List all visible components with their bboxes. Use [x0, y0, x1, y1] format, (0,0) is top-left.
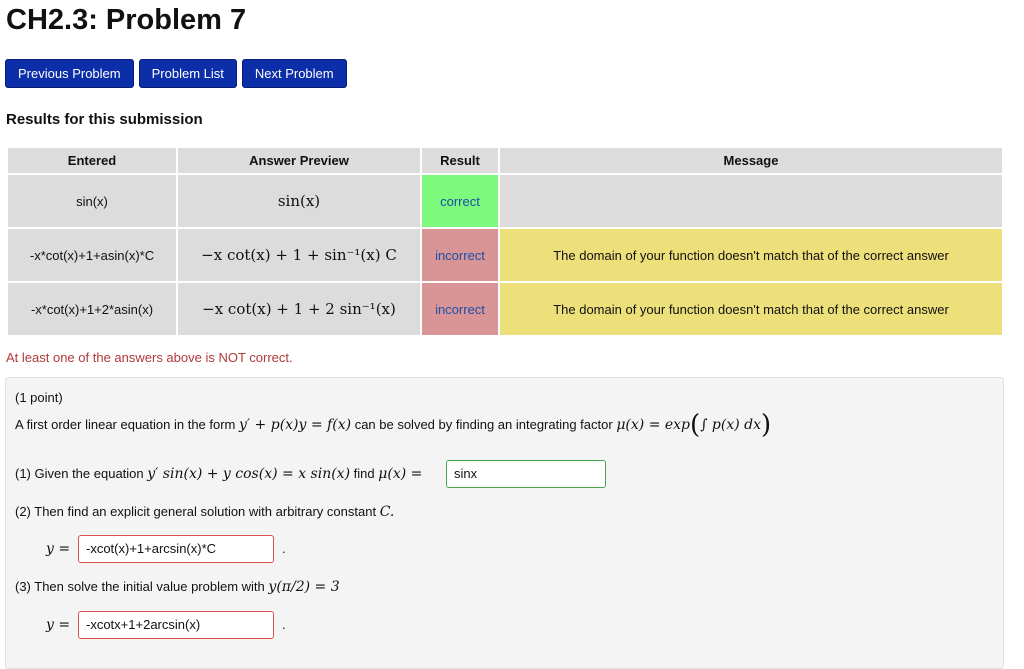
- part-2-text: (2) Then find an explicit general solution with arbitrary constant: [15, 504, 377, 519]
- answer-preview-cell: −x cot(x) + 1 + sin⁻¹(x) C: [177, 228, 421, 282]
- header-message: Message: [499, 147, 1003, 174]
- problem-body: [5, 377, 1004, 669]
- part-1-mu: μ(x) =: [378, 466, 423, 482]
- part-3-condition: y(π/2) = 3: [268, 579, 340, 595]
- table-row: [7, 174, 1003, 228]
- intro-text: A first order linear equation in the form: [15, 417, 236, 432]
- part-1-text: (1) Given the equation: [15, 466, 144, 481]
- problem-list-button[interactable]: Problem List: [139, 59, 237, 88]
- answer-preview-cell: sin(x): [177, 174, 421, 228]
- result-cell-incorrect: incorrect: [421, 282, 499, 336]
- answer-input-1[interactable]: sinx: [446, 460, 606, 488]
- page-title: CH2.3: Problem 7: [6, 4, 247, 36]
- intro-mid-text: can be solved by finding an integrating factor: [354, 417, 613, 432]
- results-header-row: [7, 147, 1003, 174]
- incorrect-summary: At least one of the answers above is NOT correct.: [6, 350, 293, 365]
- answer-input-3[interactable]: -xcotx+1+2arcsin(x): [78, 611, 274, 639]
- result-cell-correct: correct: [421, 174, 499, 228]
- message-cell: The domain of your function doesn't match that of the correct answer: [499, 228, 1003, 282]
- part-2-constant: C.: [379, 504, 395, 520]
- part-1-find: find: [353, 466, 375, 481]
- part-2-period: .: [282, 541, 286, 556]
- problem-intro: [15, 412, 771, 452]
- entered-cell: -x*cot(x)+1+2*asin(x): [7, 282, 177, 336]
- part-2-question: [15, 504, 394, 520]
- problem-points: (1 point): [15, 390, 63, 405]
- part-3-lhs: [46, 617, 70, 633]
- part-3-lhs-text: y =: [46, 617, 71, 633]
- intro-equation: y′ + p(x)y = f(x): [239, 417, 352, 433]
- table-row: [7, 228, 1003, 282]
- integrating-factor-label: μ(x) = exp: [616, 417, 691, 433]
- previous-problem-button[interactable]: Previous Problem: [5, 59, 134, 88]
- header-result: Result: [421, 147, 499, 174]
- header-entered: Entered: [7, 147, 177, 174]
- message-cell: [499, 174, 1003, 228]
- results-table: [6, 146, 1004, 337]
- message-cell: The domain of your function doesn't match that of the correct answer: [499, 282, 1003, 336]
- part-1-equation: y′ sin(x) + y cos(x) = x sin(x): [147, 466, 351, 482]
- answer-input-2[interactable]: -xcot(x)+1+arcsin(x)*C: [78, 535, 274, 563]
- result-cell-incorrect: incorrect: [421, 228, 499, 282]
- part-1-question: [15, 466, 422, 482]
- paren-open-icon: (: [690, 410, 701, 440]
- part-3-question: [15, 579, 340, 595]
- part-3-period: .: [282, 617, 286, 632]
- part-2-lhs-text: y =: [46, 541, 71, 557]
- results-heading: Results for this submission: [6, 111, 203, 128]
- answer-preview-cell: −x cot(x) + 1 + 2 sin⁻¹(x): [177, 282, 421, 336]
- integral-expression: ∫ p(x) dx: [700, 417, 762, 433]
- part-3-text: (3) Then solve the initial value problem with: [15, 579, 265, 594]
- next-problem-button[interactable]: Next Problem: [242, 59, 347, 88]
- header-answer-preview: Answer Preview: [177, 147, 421, 174]
- entered-cell: -x*cot(x)+1+asin(x)*C: [7, 228, 177, 282]
- part-2-lhs: [46, 541, 70, 557]
- problem-nav: [5, 59, 347, 88]
- table-row: [7, 282, 1003, 336]
- entered-cell: sin(x): [7, 174, 177, 228]
- paren-close-icon: ): [761, 410, 772, 440]
